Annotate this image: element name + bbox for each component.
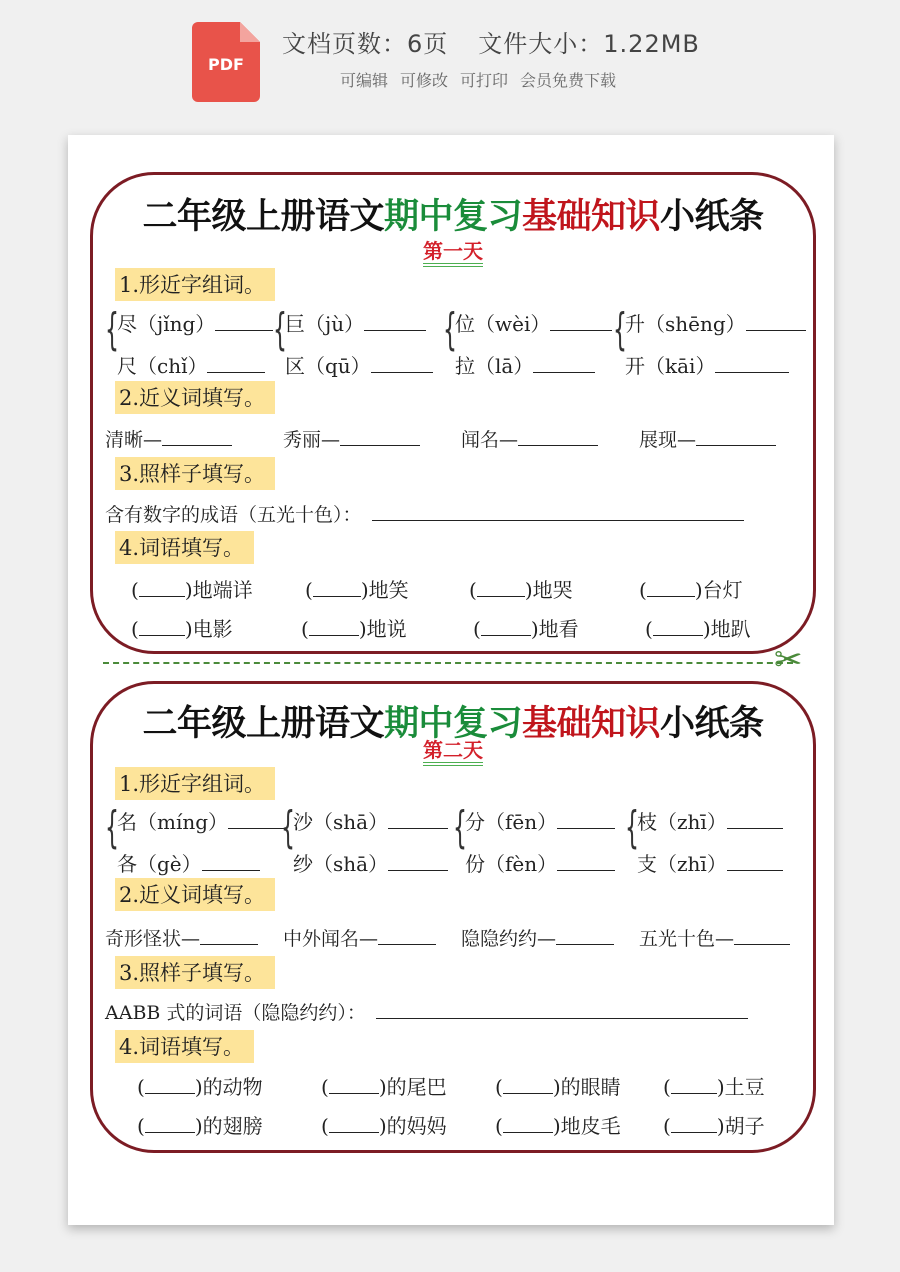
- pdf-file-icon: [192, 22, 260, 102]
- example-row: AABB 式的词语（隐隐约约）：: [105, 998, 805, 1025]
- section-heading: 2.近义词填写。: [115, 878, 275, 911]
- section-heading: 4.词语填写。: [115, 1030, 254, 1063]
- section-heading: 1.形近字组词。: [115, 268, 275, 301]
- page-count: 文档页数：6页: [282, 30, 449, 58]
- document-page: [68, 135, 834, 1225]
- fill-item: ( )的眼睛: [495, 1075, 621, 1099]
- tag-editable: 可编辑: [340, 71, 389, 90]
- day-label: 第二天: [93, 734, 813, 763]
- day-label: 第一天: [93, 235, 813, 264]
- fill-item: ( )胡子: [663, 1114, 765, 1138]
- section-heading: 3.照样子填写。: [115, 956, 275, 989]
- fill-item: ( )电影: [131, 617, 233, 641]
- card-title: 二年级上册语文期中复习基础知识小纸条: [142, 704, 764, 744]
- fill-item: ( )地皮毛: [495, 1114, 621, 1138]
- fill-item: ( )地看: [473, 617, 579, 641]
- section-heading: 1.形近字组词。: [115, 767, 275, 800]
- fill-item: ( )的妈妈: [321, 1114, 447, 1138]
- tag-modifiable: 可修改: [400, 71, 449, 90]
- fill-item: ( )地说: [301, 617, 407, 641]
- feature-tags: [340, 68, 628, 91]
- tag-printable: 可打印: [460, 71, 509, 90]
- tag-member-download: 会员免费下载: [520, 71, 617, 90]
- fill-item: ( )的翅膀: [137, 1114, 263, 1138]
- section-heading: 4.词语填写。: [115, 531, 254, 564]
- fill-item: ( )的尾巴: [321, 1075, 447, 1099]
- example-row: 含有数字的成语（五光十色）：: [105, 500, 805, 527]
- fill-item: ( )地笑: [305, 578, 409, 602]
- worksheet-card-day2: 二年级上册语文期中复习基础知识小纸条 第二天 1.形近字组词。 { 名（míng） 各（gè） { 沙（shā） 纱（shā） { 分（fēn） 份（fèn） { 枝（zhī） 支（zhī） 2.近义词填写。 奇形怪状— 中外闻名— 隐隐约约— 五光十色— 3.照样子填写。 AABB 式的词语（隐隐约约）： 4.词语填写。 ( )的动物 ( )的尾巴 ( )的眼睛 ( )土豆 ( )的翅膀 ( )的妈妈 ( )地皮毛 ( )胡子: [90, 681, 816, 1153]
- scissors-icon: ✂: [774, 640, 803, 680]
- fill-item: ( )地哭: [469, 578, 573, 602]
- fill-item: ( )地端详: [131, 578, 253, 602]
- fill-item: ( )台灯: [639, 578, 743, 602]
- section-heading: 2.近义词填写。: [115, 381, 275, 414]
- worksheet-card-day1: 二年级上册语文期中复习基础知识小纸条 第一天 1.形近字组词。 { 尽（jǐng） 尺（chǐ） { 巨（jù） 区（qū） { 位（wèi） 拉（lā） { 升（shēng） 开（kāi） 2.近义词填写。 清晰— 秀丽— 闻名— 展现— 3.照样子填写。 含有数字的成语（五光十色）： 4.词语填写。 ( )地端详 ( )地笑 ( )地哭 ( )台灯 ( )电影 ( )地说 ( )地看 ( )地趴: [90, 172, 816, 654]
- cut-line: [103, 662, 793, 664]
- card-title: 二年级上册语文期中复习基础知识小纸条: [142, 197, 764, 237]
- fill-item: ( )土豆: [663, 1075, 765, 1099]
- section-heading: 3.照样子填写。: [115, 457, 275, 490]
- fill-item: ( )的动物: [137, 1075, 263, 1099]
- fill-item: ( )地趴: [645, 617, 751, 641]
- file-size: 文件大小：1.22MB: [478, 30, 700, 58]
- file-info: [282, 24, 700, 59]
- pdf-label: PDF: [208, 55, 244, 74]
